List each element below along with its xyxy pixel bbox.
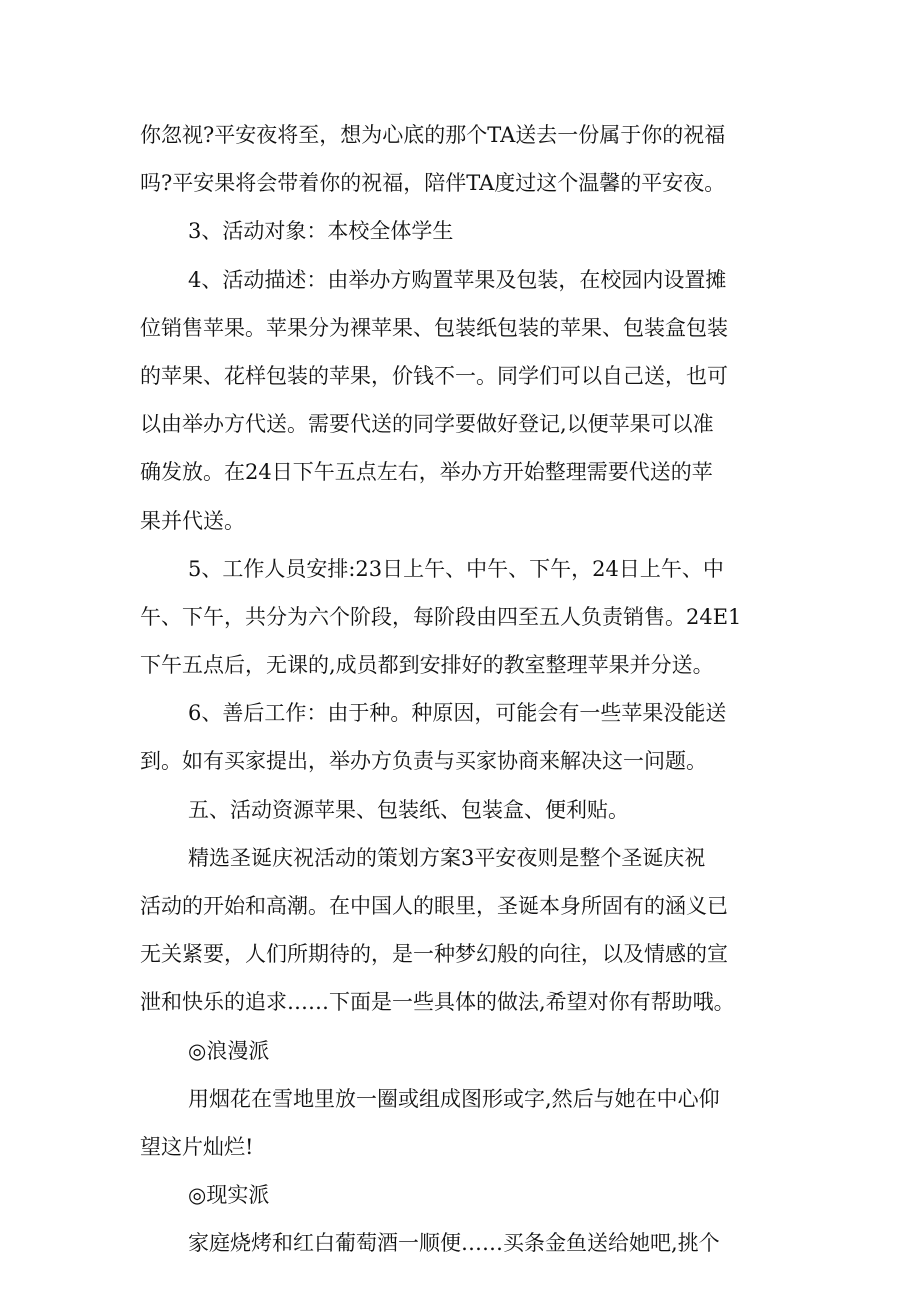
text-line: 无关紧要，人们所期待的，是一种梦幻般的向往，以及情感的宣 bbox=[140, 942, 728, 967]
section-heading: 五、活动资源苹果、包装纸、包装盒、便利贴。 bbox=[188, 797, 629, 822]
paragraph-start: 家庭烧烤和红白葡萄酒一顺便……买条金鱼送给她吧,挑个 bbox=[188, 1231, 720, 1256]
text-line: 果并代送。 bbox=[140, 508, 245, 533]
text-line: 望这片灿烂! bbox=[140, 1134, 254, 1159]
text-line: 到。如有买家提出，举办方负责与买家协商来解决这一问题。 bbox=[140, 749, 707, 774]
text-line: 你忽视?平安夜将至，想为心底的那个TA送去一份属于你的祝福 bbox=[140, 123, 726, 147]
document-body bbox=[140, 111, 800, 1268]
paragraph-start: 用烟花在雪地里放一圈或组成图形或字,然后与她在中心仰 bbox=[188, 1086, 720, 1111]
text-line: 午、下午，共分为六个阶段，每阶段由四至五人负责销售。24E1 bbox=[140, 604, 742, 629]
text-line: 以由举办方代送。需要代送的同学要做好登记,以便苹果可以准 bbox=[140, 412, 714, 437]
section-heading: 4、活动描述：由举办方购置苹果及包装，在校园内设置摊 bbox=[188, 267, 727, 292]
text-line: 下午五点后，无课的,成员都到安排好的教室整理苹果并分送。 bbox=[140, 653, 714, 678]
text-line: 活动的开始和高潮。在中国人的眼里，圣诞本身所固有的涵义已 bbox=[140, 894, 728, 918]
section-heading: 5、工作人员安排:23日上午、中午、下午，24日上午、中 bbox=[188, 556, 724, 581]
text-line: 吗?平安果将会带着你的祝福，陪伴TA度过这个温馨的平安夜。 bbox=[140, 171, 726, 196]
text-line: 位销售苹果。苹果分为裸苹果、包装纸包装的苹果、包装盒包装 bbox=[140, 315, 728, 340]
section-heading: 6、善后工作：由于种。种原因，可能会有一些苹果没能送 bbox=[188, 701, 727, 726]
subheading-realistic: ◎现实派 bbox=[188, 1183, 270, 1208]
section-heading: 3、活动对象：本校全体学生 bbox=[188, 219, 454, 244]
paragraph-start: 精选圣诞庆祝活动的策划方案3平安夜则是整个圣诞庆祝 bbox=[188, 845, 706, 870]
text-line: 的苹果、花样包装的苹果，价钱不一。同学们可以自己送，也可 bbox=[140, 363, 728, 388]
text-line: 确发放。在24日下午五点左右，举办方开始整理需要代送的苹 bbox=[140, 460, 713, 485]
subheading-romantic: ◎浪漫派 bbox=[188, 1038, 270, 1063]
text-line: 泄和快乐的追求……下面是一些具体的做法,希望对你有帮助哦。 bbox=[140, 990, 735, 1015]
